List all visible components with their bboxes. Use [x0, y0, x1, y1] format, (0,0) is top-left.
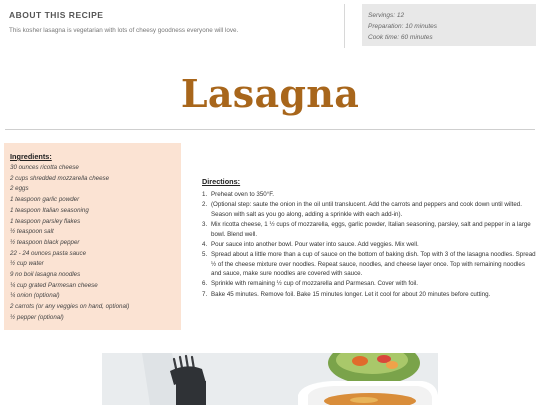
step-number: 2.: [202, 201, 208, 209]
direction-step: [202, 279, 536, 289]
step-number: 7.: [202, 290, 208, 298]
about-section: [9, 10, 329, 34]
direction-step: [202, 250, 536, 279]
step-number: 1.: [202, 191, 208, 198]
direction-step: [202, 290, 536, 300]
step-text: Pour sauce into another bowl. Pour water into sauce. Add veggies. Mix well.: [211, 240, 419, 248]
preparation-time: Preparation: 10 minutes: [368, 23, 438, 30]
lasagna-photo: [102, 353, 438, 405]
ingredients-list: [10, 163, 181, 324]
ingredients-box: [4, 143, 181, 330]
step-number: 3.: [202, 220, 208, 228]
ingredient-item: 1 teaspoon garlic powder: [10, 196, 80, 204]
ingredient-item: 2 carrots (or any veggies on hand, optional): [10, 303, 130, 311]
about-title: ABOUT THIS RECIPE: [9, 10, 104, 20]
step-number: 6.: [202, 280, 208, 288]
step-text: Bake 45 minutes. Remove foil. Bake 15 minutes longer. Let it cool for about 20 minutes before cutting.: [211, 290, 491, 298]
ingredient-item: ¼ cup grated Parmesan cheese: [10, 281, 98, 289]
ingredient-item: ½ teaspoon salt: [10, 228, 54, 236]
step-text: Spread about a little more than a cup of sauce on the bottom of baking dish. Top with 3 of the lasagna noodles. Spread ½ of the cheese mixture over noodles. Repeat sauce, noodles, and cheese layer once. Top with remaining noodles and sauce, make sure noodles are covered with sauce.: [211, 250, 536, 278]
servings: Servings: 12: [368, 12, 405, 19]
direction-step: [202, 200, 536, 219]
direction-step: [202, 220, 536, 239]
recipe-title: Lasagna: [180, 71, 360, 116]
step-number: 5.: [202, 250, 208, 258]
direction-step: [202, 190, 536, 200]
ingredient-item: ½ pepper (optional): [10, 313, 64, 321]
cook-time: Cook time: 60 minutes: [368, 34, 433, 41]
ingredient-item: ¼ onion (optional): [10, 292, 60, 300]
step-text: Sprinkle with remaining ½ cup of mozzarella and Parmesan. Cover with foil.: [211, 280, 419, 288]
ingredient-item: 1 teaspoon parsley flakes: [10, 217, 81, 225]
ingredient-item: ½ teaspoon black pepper: [10, 238, 80, 246]
ingredient-item: ½ cup water: [10, 260, 44, 268]
ingredient-item: 2 cups shredded mozzarella cheese: [10, 174, 110, 182]
directions-section: [202, 177, 536, 300]
step-text: Mix ricotta cheese, 1 ½ cups of mozzarella, eggs, garlic powder, Italian seasoning, parsley, salt and pepper in a large bowl. Blend well.: [211, 220, 531, 238]
ingredient-item: 30 ounces ricotta cheese: [10, 164, 79, 171]
vertical-divider: [344, 4, 345, 48]
direction-step: [202, 240, 536, 250]
ingredient-item: 22 - 24 ounces pasta sauce: [10, 249, 87, 257]
about-description: This kosher lasagna is vegetarian with lots of cheesy goodness everyone will love.: [9, 27, 239, 34]
ingredient-item: 9 no boil lasagna noodles: [10, 271, 81, 279]
ingredients-heading: Ingredients:: [10, 152, 52, 161]
directions-list: [202, 190, 536, 299]
step-text: (Optional step: saute the onion in the oil until translucent. Add the carrots and peppers and cook down until wilted. Season with salt as you go along, adding a sprinkle with each add-in).: [211, 201, 522, 218]
horizontal-divider: [5, 129, 535, 130]
ingredient-item: 1 teaspoon Italian seasoning: [10, 206, 89, 214]
recipe-meta-box: [362, 4, 536, 46]
directions-heading: Directions:: [202, 177, 241, 186]
step-number: 4.: [202, 240, 208, 248]
step-text: Preheat oven to 350°F.: [211, 191, 275, 198]
ingredient-item: 2 eggs: [10, 185, 29, 193]
